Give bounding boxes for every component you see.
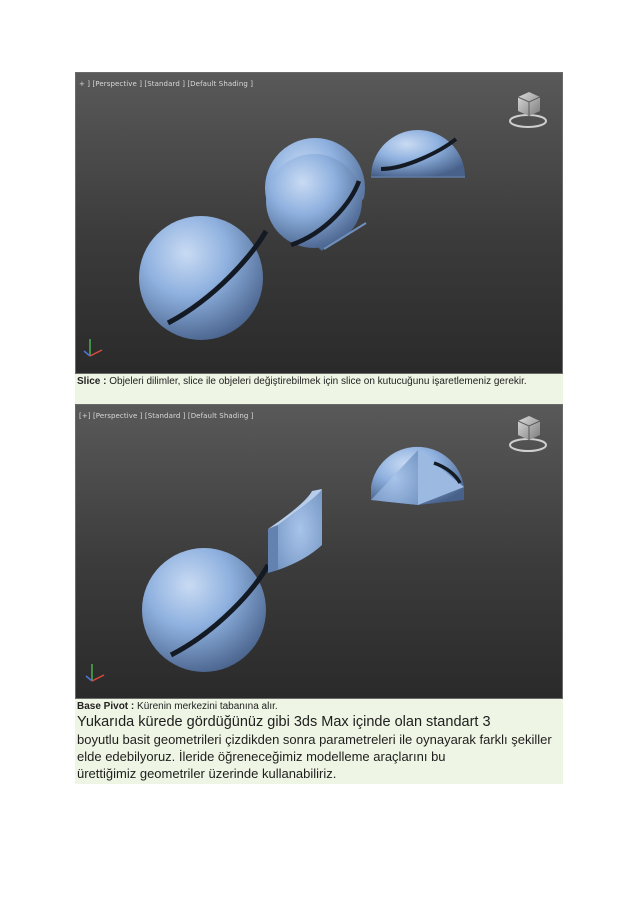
sphere-cutaway (371, 447, 464, 505)
viewcube-icon[interactable] (510, 416, 546, 451)
caption-base-pivot (75, 699, 563, 714)
caption-slice (75, 374, 563, 404)
axis-tripod-icon (86, 664, 104, 681)
page-content (75, 72, 563, 784)
paragraph-line: Yukarıda kürede gördüğünüz gibi 3ds Max içinde olan standart 3 (77, 714, 491, 730)
hemisphere (371, 130, 465, 177)
caption-term: Slice : (77, 376, 107, 387)
sphere-full (139, 216, 266, 340)
paragraph-line: elde edebilyoruz. İleride öğreneceğimiz modelleme araçlarını bu (77, 749, 446, 764)
caption-text: Kürenin merkezini tabanına alır. (134, 701, 278, 712)
sphere-sliced (265, 138, 366, 251)
paragraph-line: boyutlu basit geometrileri çizdikden sonra parametreleri ile oynayarak farklı şekiller (77, 732, 552, 747)
slice-wedge (268, 489, 322, 573)
viewport-label[interactable]: [+] [Perspective ] [Standard ] [Default Shading ] (79, 412, 254, 420)
paragraph-line: ürettiğimiz geometriler üzerinde kullanabiliriz. (77, 766, 337, 781)
caption-term: Base Pivot : (77, 701, 135, 712)
viewport-scene-1 (76, 73, 562, 373)
sphere-full (142, 548, 268, 672)
viewport-perspective-1[interactable] (75, 72, 563, 374)
axis-tripod-icon (84, 339, 102, 356)
viewport-perspective-2[interactable] (75, 404, 563, 699)
viewport-scene-2 (76, 405, 562, 698)
viewcube-icon[interactable] (510, 92, 546, 127)
viewport-label[interactable]: + ] [Perspective ] [Standard ] [Default Shading ] (79, 80, 254, 88)
caption-text: Objeleri dilimler, slice ile objeleri değiştirebilmek için slice on kutucuğunu işaretlemeniz gerekir. (106, 376, 527, 387)
body-paragraph (75, 714, 563, 784)
